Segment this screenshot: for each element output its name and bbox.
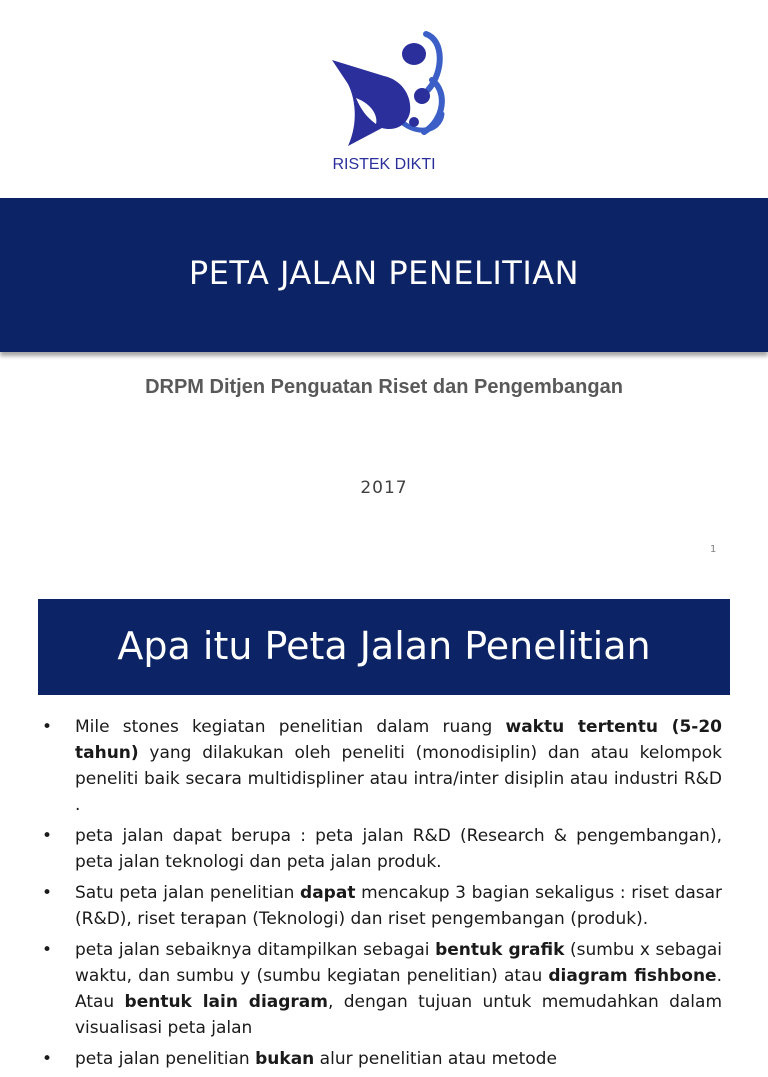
bullet-item xyxy=(38,937,722,1041)
bullet-icon: • xyxy=(42,717,53,737)
bullet-text: peta jalan sebaiknya ditampilkan sebagai xyxy=(75,940,436,960)
title-band xyxy=(0,198,768,352)
bullet-text: Mile stones kegiatan penelitian dalam ruang xyxy=(75,717,506,737)
bullet-bold-text: dapat xyxy=(300,883,356,903)
page-number: 1 xyxy=(710,544,717,555)
bullet-icon: • xyxy=(42,826,53,846)
bullet-text: peta jalan dapat berupa : peta jalan R&D (Research & pengembangan), peta jalan teknologi dan peta jalan produk. xyxy=(75,826,722,872)
bullet-text: mencakup 3 bagian sekaligus : riset dasar (R&D), riset terapan (Teknologi) dan riset pengembangan (produk). xyxy=(75,883,722,929)
slide-subtitle: DRPM Ditjen Penguatan Riset dan Pengembangan xyxy=(145,376,623,398)
bullet-bold-text: bentuk lain diagram xyxy=(124,992,328,1012)
bullet-item xyxy=(38,1046,722,1072)
ristek-dikti-logo xyxy=(318,20,450,182)
slide-2-heading: Apa itu Peta Jalan Penelitian xyxy=(117,624,651,668)
slide-2-heading-band xyxy=(38,599,730,695)
bullet-bold-text: waktu tertentu (5-20 tahun) xyxy=(75,717,722,763)
slide-year: 2017 xyxy=(360,478,408,498)
bullet-item xyxy=(38,714,722,818)
bullet-item xyxy=(38,880,722,932)
bullet-text: . Atau xyxy=(75,966,722,1012)
bullet-text: , dengan tujuan untuk memudahkan dalam visualisasi peta jalan xyxy=(75,992,723,1038)
slide-title: PETA JALAN PENELITIAN xyxy=(188,254,580,292)
bullet-text: peta jalan penelitian xyxy=(75,1049,256,1069)
bullet-bold-text: bukan xyxy=(255,1049,315,1069)
slide-divider xyxy=(0,575,768,599)
bullet-icon: • xyxy=(42,883,53,903)
bullet-bold-text: bentuk grafik xyxy=(435,940,565,960)
bullet-text: yang dilakukan oleh peneliti (monodisiplin) dan atau kelompok peneliti baik secara multidispliner atau intra/inter disiplin atau industri R&D . xyxy=(75,743,722,815)
logo-text: RISTEK DIKTI xyxy=(332,156,436,173)
bullet-icon: • xyxy=(42,940,53,960)
bullet-list xyxy=(38,714,722,1077)
bullet-text: Satu peta jalan penelitian xyxy=(75,883,301,903)
bullet-icon: • xyxy=(42,1049,53,1069)
bullet-item xyxy=(38,823,722,875)
bullet-text: alur penelitian atau metode xyxy=(314,1049,557,1069)
bullet-text: (sumbu x sebagai waktu, dan sumbu y (sumbu kegiatan penelitian) atau xyxy=(75,940,723,986)
bullet-bold-text: diagram fishbone xyxy=(548,966,717,986)
